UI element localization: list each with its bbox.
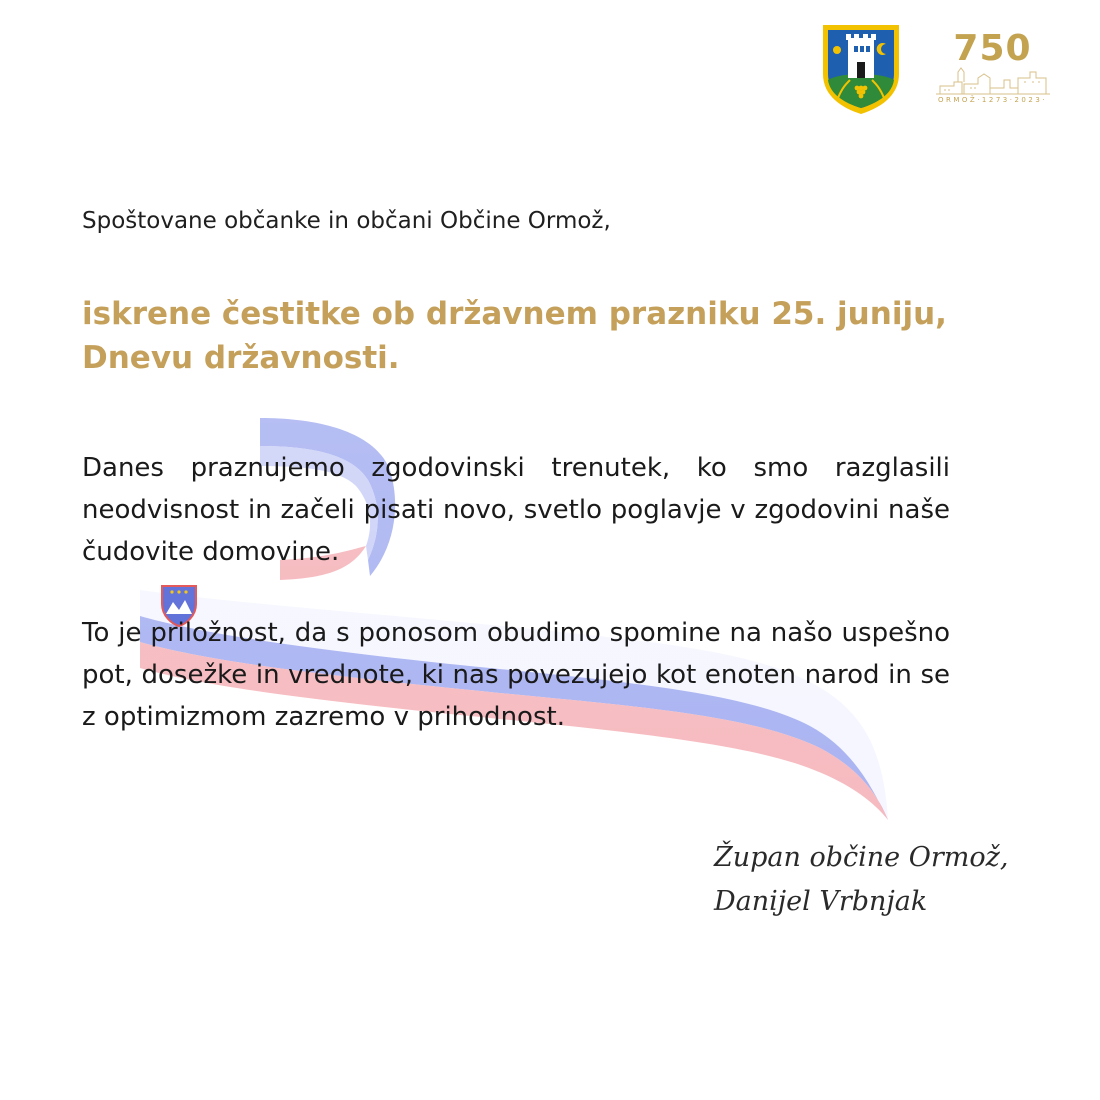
signature-title: Župan občine Ormož,	[714, 842, 1009, 873]
signature-name: Danijel Vrbnjak	[714, 886, 928, 917]
coat-of-arms-icon	[820, 22, 902, 116]
body-paragraph: To je priložnost, da s ponosom obudimo spomine na našo uspešno pot, dosežke in vrednote, ki nas povezujejo kot enoten narod in se z optimizmom zazremo v prihodnost.	[82, 618, 950, 732]
greeting-text: Spoštovane občanke in občani Občine Ormož,	[82, 208, 611, 234]
headline-line: Dnevu državnosti.	[82, 340, 400, 376]
town-skyline-icon	[934, 58, 1052, 96]
body-paragraph: Danes praznujemo zgodovinski trenutek, ko smo razglasili neodvisnost in začeli pisati novo, svetlo poglavje v zgodovini naše čudovite domovine.	[82, 453, 950, 567]
anniversary-logo	[930, 28, 1055, 112]
headline	[82, 292, 962, 380]
anniversary-caption: ORMOŽ·1273·2023·	[937, 96, 1048, 104]
anniversary-number: 750	[953, 28, 1032, 69]
headline-line: iskrene čestitke ob državnem prazniku 25. juniju,	[82, 296, 947, 332]
signature-block	[714, 836, 1054, 924]
